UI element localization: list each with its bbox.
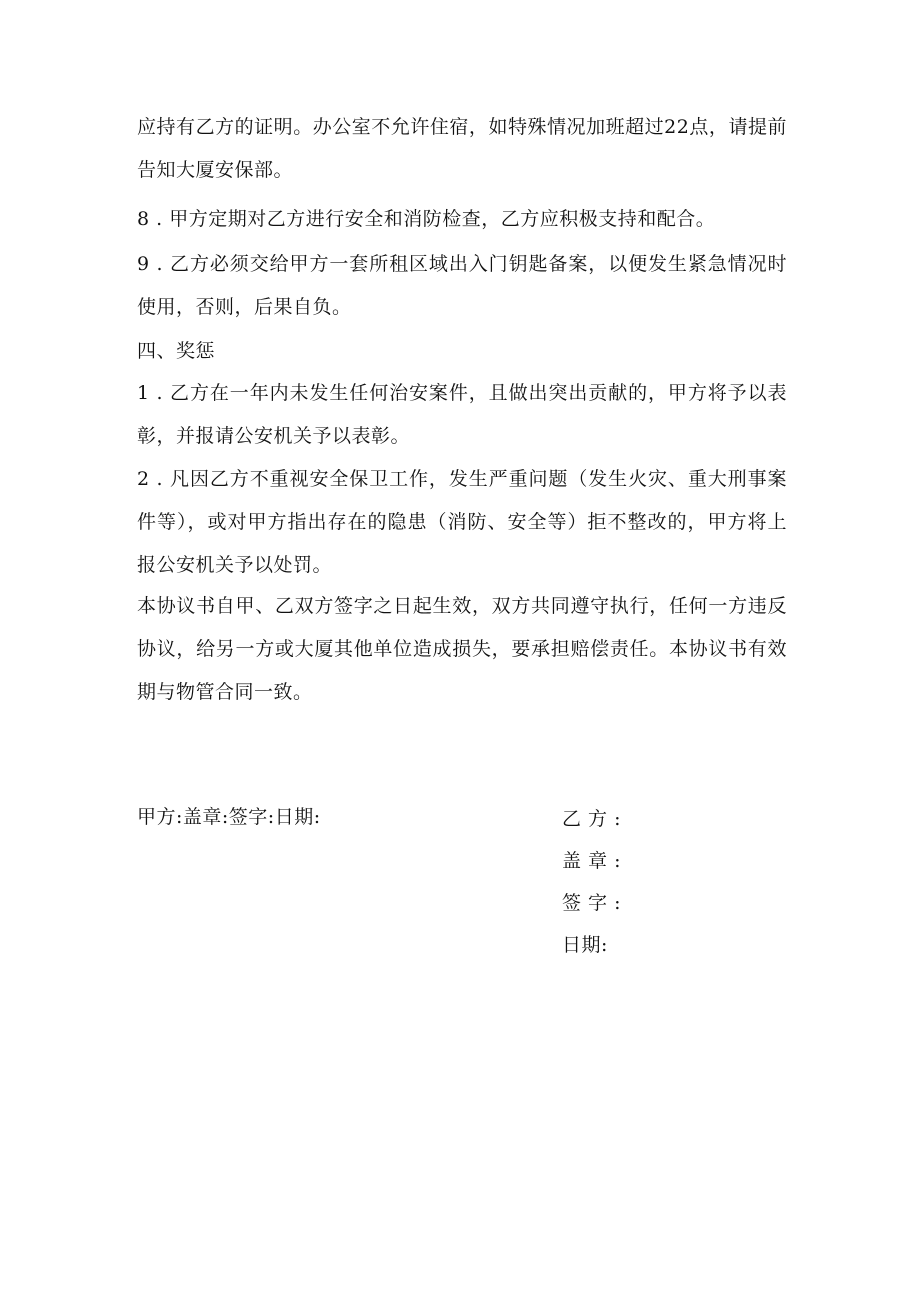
paragraph-continued-rule-7: 应持有乙方的证明。办公室不允许住宿，如特殊情况加班超过22点，请提前告知大厦安保部。 — [137, 116, 787, 181]
paragraph-rule-9: 9 . 乙方必须交给甲方一套所租区域出入门钥匙备案，以便发生紧急情况时使用，否则，后果自负。 — [137, 253, 787, 318]
party-b-sign-label: 签 字 : — [562, 892, 621, 914]
paragraph-penalty-2: 2 . 凡因乙方不重视安全保卫工作，发生严重问题（发生火灾、重大刑事案件等），或对甲方指出存在的隐患（消防、安全等）拒不整改的，甲方将上报公安机关予以处罚。 — [137, 468, 787, 576]
party-a-signature-line: 甲方:盖章:签字:日期: — [137, 806, 321, 828]
party-b-seal-label: 盖 章 : — [562, 850, 621, 872]
party-b-label: 乙 方 : — [562, 808, 621, 830]
party-b-date-label: 日期: — [562, 934, 608, 956]
paragraph-rule-8: 8 . 甲方定期对乙方进行安全和消防检查，乙方应积极支持和配合。 — [137, 208, 716, 230]
paragraph-reward-1: 1 . 乙方在一年内未发生任何治安案件，且做出突出贡献的，甲方将予以表彰，并报请公安机关予以表彰。 — [137, 382, 787, 447]
paragraph-effective-clause: 本协议书自甲、乙双方签字之日起生效，双方共同遵守执行，任何一方违反协议，给另一方或大厦其他单位造成损失，要承担赔偿责任。本协议书有效期与物管合同一致。 — [137, 595, 787, 703]
section-heading-rewards-penalties: 四、奖惩 — [137, 340, 216, 362]
